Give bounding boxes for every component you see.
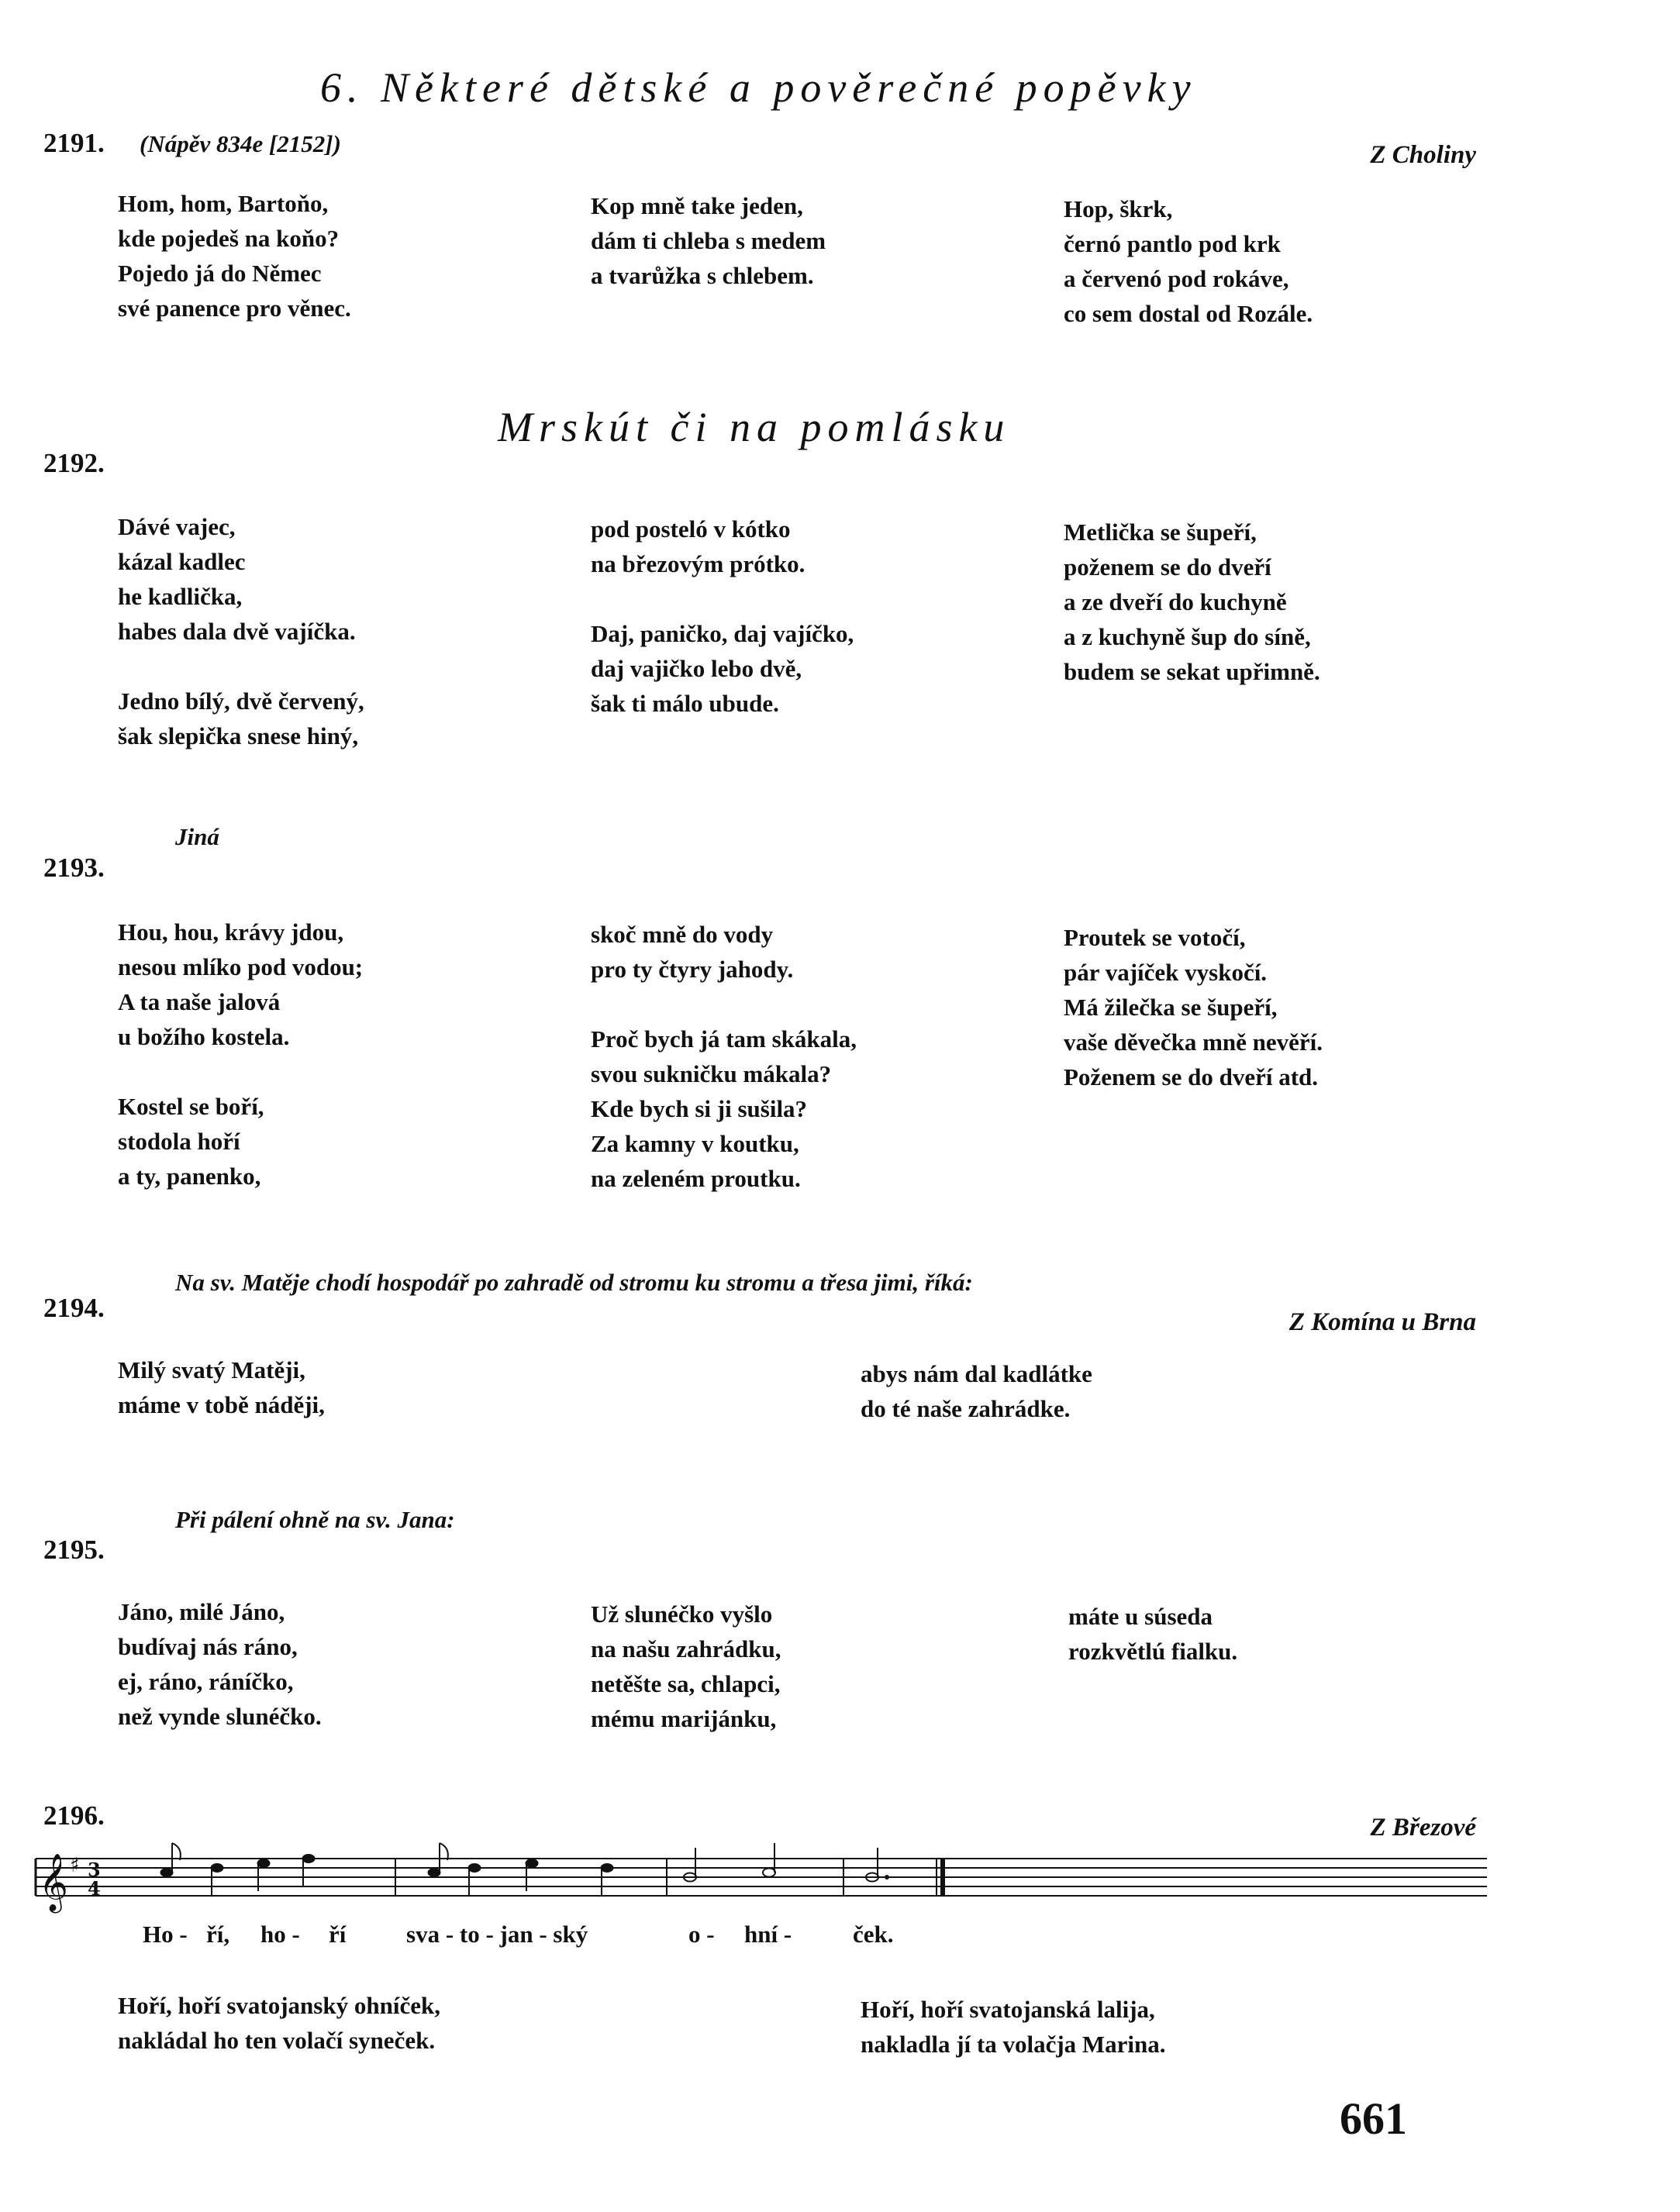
song-number-2195: 2195. — [43, 1535, 105, 1565]
verse-line: a z kuchyně šup do síně, — [1064, 623, 1311, 650]
verse-line: Poženem se do dveří atd. — [1064, 1063, 1319, 1090]
lyric-syllable: sva - to - jan - ský — [406, 1921, 588, 1948]
lyric-syllable: ček. — [853, 1921, 894, 1948]
verse-line: šak slepička snese hiný, — [118, 722, 359, 749]
verse-line: Pojedo já do Němec — [118, 260, 322, 287]
song-2192-column-3 — [1064, 515, 1320, 689]
verse-line: do té naše zahrádke. — [861, 1395, 1071, 1422]
song-2196-column-2 — [861, 1992, 1166, 2062]
measure-4 — [866, 1848, 889, 1882]
verse-line: máte u súseda — [1068, 1603, 1213, 1630]
song-note-2193: Jiná — [175, 823, 219, 850]
verse-line: Už slunéčko vyšlo — [591, 1600, 773, 1628]
verse-line: a tvarůžka s chlebem. — [591, 262, 814, 289]
song-2195-column-1 — [118, 1594, 322, 1734]
verse-line: Daj, paničko, daj vajíčko, — [591, 620, 854, 647]
verse-line: abys nám dal kadlátke — [861, 1360, 1092, 1387]
verse-line: Kostel se boří, — [118, 1093, 264, 1120]
verse-line: Jáno, milé Jáno, — [118, 1598, 285, 1625]
page-number: 661 — [1340, 2093, 1407, 2144]
song-number-2193: 2193. — [43, 853, 105, 883]
verse-line: Kde bych si ji sušila? — [591, 1095, 808, 1122]
verse-line: dám ti chleba s medem — [591, 227, 826, 254]
verse-line: nesou mlíko pod vodou; — [118, 953, 364, 980]
verse-line: Za kamny v koutku, — [591, 1130, 799, 1157]
song-source-2196: Z Březové — [1370, 1814, 1476, 1842]
verse-line: he kadlička, — [118, 583, 243, 610]
verse-line: Hop, škrk, — [1064, 195, 1173, 222]
lyric-syllable: Ho - — [143, 1921, 188, 1948]
verse-line: na zeleném proutku. — [591, 1165, 801, 1192]
verse-line: pár vajíček vyskočí. — [1064, 959, 1268, 986]
verse-line: habes dala dvě vajíčka. — [118, 618, 356, 645]
verse-line: pro ty čtyry jahody. — [591, 956, 794, 983]
verse-line: budem se sekat upřimně. — [1064, 658, 1320, 685]
verse-line: Hoří, hoří svatojanská lalija, — [861, 1996, 1155, 2023]
lyric-syllable: ří — [329, 1921, 347, 1948]
music-staff — [31, 1837, 1489, 1930]
verse-line: u božího kostela. — [118, 1023, 290, 1050]
verse-line: a ze dveří do kuchyně — [1064, 588, 1287, 615]
verse-line: rozkvětlú fialku. — [1068, 1638, 1238, 1665]
time-signature-top: 3 — [88, 1859, 101, 1881]
song-note-2191: (Nápěv 834e [2152]) — [140, 130, 341, 157]
verse-line: Kop mně take jeden, — [591, 192, 803, 219]
verse-line: poženem se do dveří — [1064, 553, 1271, 581]
song-2195-column-3 — [1068, 1599, 1237, 1669]
lyric-syllable: hní - — [744, 1921, 792, 1948]
measure-1 — [160, 1843, 315, 1896]
verse-line: Jedno bílý, dvě červený, — [118, 687, 364, 715]
lyric-syllable: ho - — [260, 1921, 300, 1948]
verse-line: a ty, panenko, — [118, 1163, 261, 1190]
verse-line: Hoří, hoří svatojanský ohníček, — [118, 1992, 440, 2019]
song-2192-column-2 — [591, 512, 854, 721]
verse-line: než vynde slunéčko. — [118, 1703, 322, 1730]
staff-lines — [36, 1859, 1487, 1896]
verse-line: A ta naše jalová — [118, 988, 281, 1015]
verse-line: Proutek se votočí, — [1064, 924, 1246, 951]
measure-2 — [428, 1843, 613, 1896]
verse-line: Dávé vajec, — [118, 513, 236, 540]
verse-line: daj vajičko lebo dvě, — [591, 655, 802, 682]
stanza-gap — [591, 987, 857, 1022]
verse-line: nakladla jí ta volačja Marina. — [861, 2031, 1166, 2058]
verse-line: na našu zahrádku, — [591, 1635, 781, 1662]
verse-line: Proč bych já tam skákala, — [591, 1025, 857, 1053]
stanza-gap — [118, 1054, 363, 1089]
treble-clef-icon: 𝄞 — [39, 1854, 68, 1911]
lyric-syllable: o - — [688, 1921, 715, 1948]
stanza-gap — [118, 649, 364, 684]
verse-line: na březovým prótko. — [591, 550, 806, 577]
lyric-syllable: ří, — [206, 1921, 230, 1948]
song-2192-column-1 — [118, 509, 364, 753]
measure-3 — [684, 1843, 775, 1882]
time-signature-bottom: 4 — [88, 1877, 101, 1900]
verse-line: kde pojedeš na koňo? — [118, 225, 340, 252]
song-number-2194: 2194. — [43, 1293, 105, 1323]
song-2196-column-1 — [118, 1988, 440, 2058]
song-2191-column-1 — [118, 186, 351, 326]
verse-line: kázal kadlec — [118, 548, 246, 575]
verse-line: netěšte sa, chlapci, — [591, 1670, 781, 1697]
verse-line: vaše děvečka mně nevěří. — [1064, 1028, 1323, 1056]
song-2191-column-3 — [1064, 191, 1313, 331]
song-2193-column-1 — [118, 915, 363, 1194]
verse-line: Metlička se šupeří, — [1064, 519, 1257, 546]
verse-line: Hom, hom, Bartoňo, — [118, 190, 329, 217]
song-2191-column-2 — [591, 188, 826, 293]
verse-line: máme v tobě náději, — [118, 1391, 325, 1418]
song-2194-column-2 — [861, 1356, 1092, 1426]
verse-line: Má žilečka se šupeří, — [1064, 994, 1278, 1021]
verse-line: co sem dostal od Rozále. — [1064, 300, 1313, 327]
sharp-icon: ♯ — [70, 1854, 80, 1877]
verse-line: stodola hoří — [118, 1128, 240, 1155]
verse-line: své panence pro věnec. — [118, 295, 351, 322]
verse-line: nakládal ho ten volačí syneček. — [118, 2027, 436, 2054]
verse-line: mému marijánku, — [591, 1705, 777, 1732]
song-number-2192: 2192. — [43, 448, 105, 478]
verse-line: šak ti málo ubude. — [591, 690, 779, 717]
verse-line: skoč mně do vody — [591, 921, 774, 948]
subsection-title: Mrskút či na pomlásku — [498, 404, 1011, 450]
song-number-2196: 2196. — [43, 1800, 105, 1831]
verse-line: Hou, hou, krávy jdou, — [118, 918, 344, 946]
song-2193-column-2 — [591, 917, 857, 1196]
stanza-gap — [591, 581, 854, 616]
song-source-2191: Z Choliny — [1370, 141, 1476, 169]
song-2194-column-1 — [118, 1352, 325, 1422]
song-note-2195: Při pálení ohně na sv. Jana: — [175, 1506, 455, 1533]
verse-line: Milý svatý Matěji, — [118, 1356, 305, 1383]
verse-line: budívaj nás ráno, — [118, 1633, 298, 1660]
verse-line: pod posteló v kótko — [591, 515, 791, 543]
song-note-2194: Na sv. Matěje chodí hospodář po zahradě od stromu ku stromu a třesa jimi, říká: — [175, 1269, 973, 1296]
song-2195-column-2 — [591, 1597, 781, 1736]
verse-line: a červenó pod rokáve, — [1064, 265, 1289, 292]
song-2193-column-3 — [1064, 920, 1323, 1094]
section-title: 6. Některé dětské a pověrečné popěvky — [320, 64, 1197, 111]
song-source-2194: Z Komína u Brna — [1288, 1308, 1476, 1336]
verse-line: černó pantlo pod krk — [1064, 230, 1281, 257]
song-number-2191: 2191. — [43, 128, 105, 158]
verse-line: ej, ráno, ráníčko, — [118, 1668, 294, 1695]
verse-line: svou sukničku mákala? — [591, 1060, 832, 1087]
